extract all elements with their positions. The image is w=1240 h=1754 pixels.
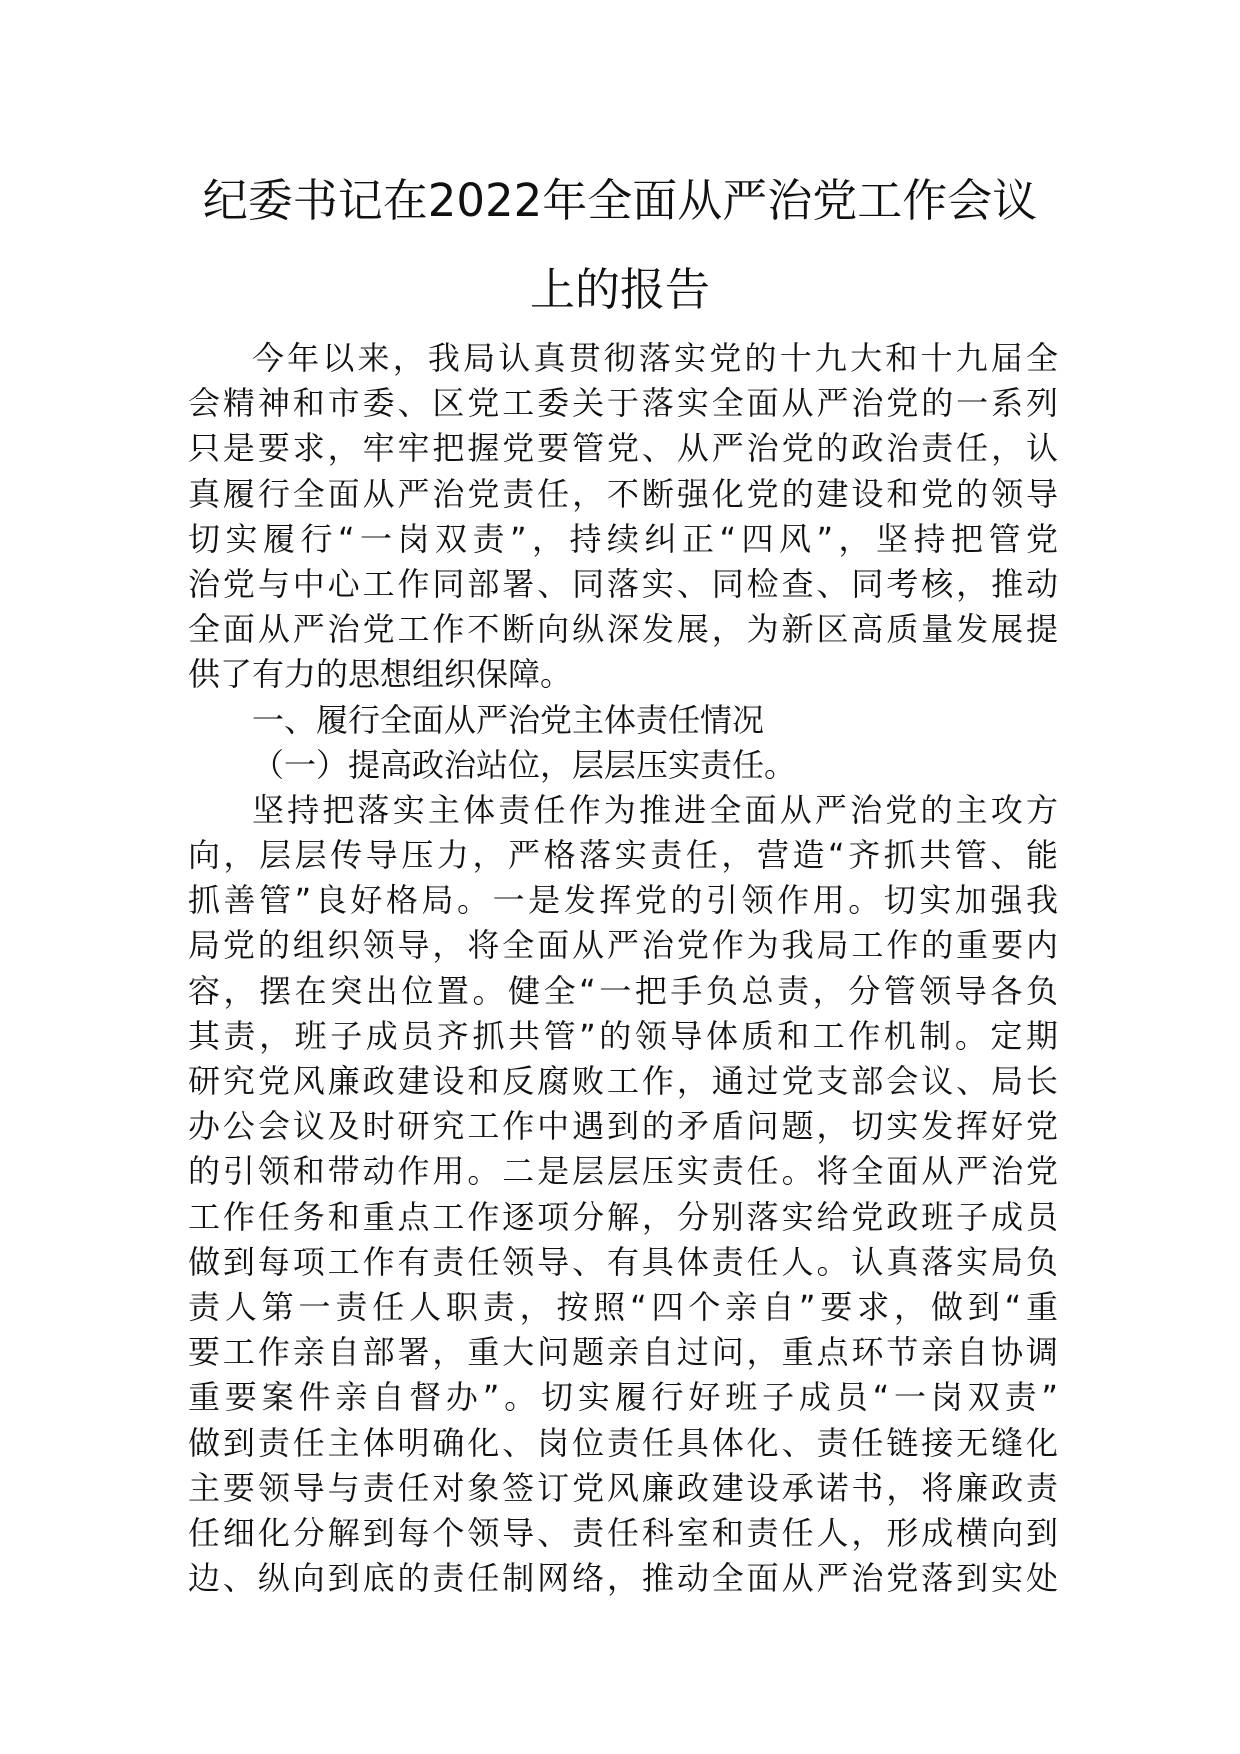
body-line: 工作任务和重点工作逐项分解，分别落实给党政班子成员 <box>188 1197 1058 1236</box>
body-line: 重要案件亲自督办”。切实履行好班子成员“一岗双责” <box>188 1378 1058 1417</box>
document-title-line-2: 上的报告 <box>529 263 710 316</box>
body-line: 办公会议及时研究工作中遇到的矛盾问题，切实发挥好党 <box>188 1107 1058 1146</box>
body-line: 容，摆在突出位置。健全“一把手负总责，分管领导各负 <box>188 971 1058 1010</box>
body-line: 抓善管”良好格局。一是发挥党的引领作用。切实加强我 <box>188 881 1058 920</box>
body-line: 局党的组织领导，将全面从严治党作为我局工作的重要内 <box>188 926 1058 965</box>
body-line: 要工作亲自部署，重大问题亲自过问，重点环节亲自协调 <box>188 1333 1058 1372</box>
body-line: 的引领和带动作用。二是层层压实责任。将全面从严治党 <box>188 1152 1058 1191</box>
body-line: 做到每项工作有责任领导、有具体责任人。认真落实局负 <box>188 1242 1058 1281</box>
body-line: 供了有力的思想组织保障。 <box>188 655 573 694</box>
body-line: 做到责任主体明确化、岗位责任具体化、责任链接无缝化 <box>188 1423 1058 1462</box>
body-line: 治党与中心工作同部署、同落实、同检查、同考核，推动 <box>188 564 1058 603</box>
body-line: （一）提高政治站位，层层压实责任。 <box>252 745 797 784</box>
body-line: 其责，班子成员齐抓共管”的领导体质和工作机制。定期 <box>188 1016 1058 1055</box>
body-line: 任细化分解到每个领导、责任科室和责任人，形成横向到 <box>188 1513 1058 1552</box>
document-title-line-1: 纪委书记在2022年全面从严治党工作会议 <box>202 174 1038 227</box>
body-line: 边、纵向到底的责任制网络，推动全面从严治党落到实处 <box>188 1559 1058 1598</box>
body-line: 责人第一责任人职责，按照“四个亲自”要求，做到“重 <box>188 1287 1058 1326</box>
body-line: 研究党风廉政建设和反腐败工作，通过党支部会议、局长 <box>188 1062 1058 1100</box>
body-line: 主要领导与责任对象签订党风廉政建设承诺书，将廉政责 <box>188 1468 1058 1507</box>
body-line: 会精神和市委、区党工委关于落实全面从严治党的一系列 <box>188 384 1058 423</box>
body-line: 只是要求，牢牢把握党要管党、从严治党的政治责任，认 <box>188 429 1058 468</box>
body-line: 一、履行全面从严治党主体责任情况 <box>252 700 765 739</box>
body-line: 真履行全面从严治党责任，不断强化党的建设和党的领导 <box>188 474 1058 513</box>
document-body <box>188 336 1058 1601</box>
body-line: 向，层层传导压力，严格落实责任，营造“齐抓共管、能 <box>188 836 1058 875</box>
body-line: 全面从严治党工作不断向纵深发展，为新区高质量发展提 <box>188 610 1058 649</box>
body-line: 切实履行“一岗双责”，持续纠正“四风”，坚持把管党 <box>188 519 1058 558</box>
body-line: 今年以来，我局认真贯彻落实党的十九大和十九届全 <box>252 339 1058 377</box>
body-line: 坚持把落实主体责任作为推进全面从严治党的主攻方 <box>252 790 1058 829</box>
